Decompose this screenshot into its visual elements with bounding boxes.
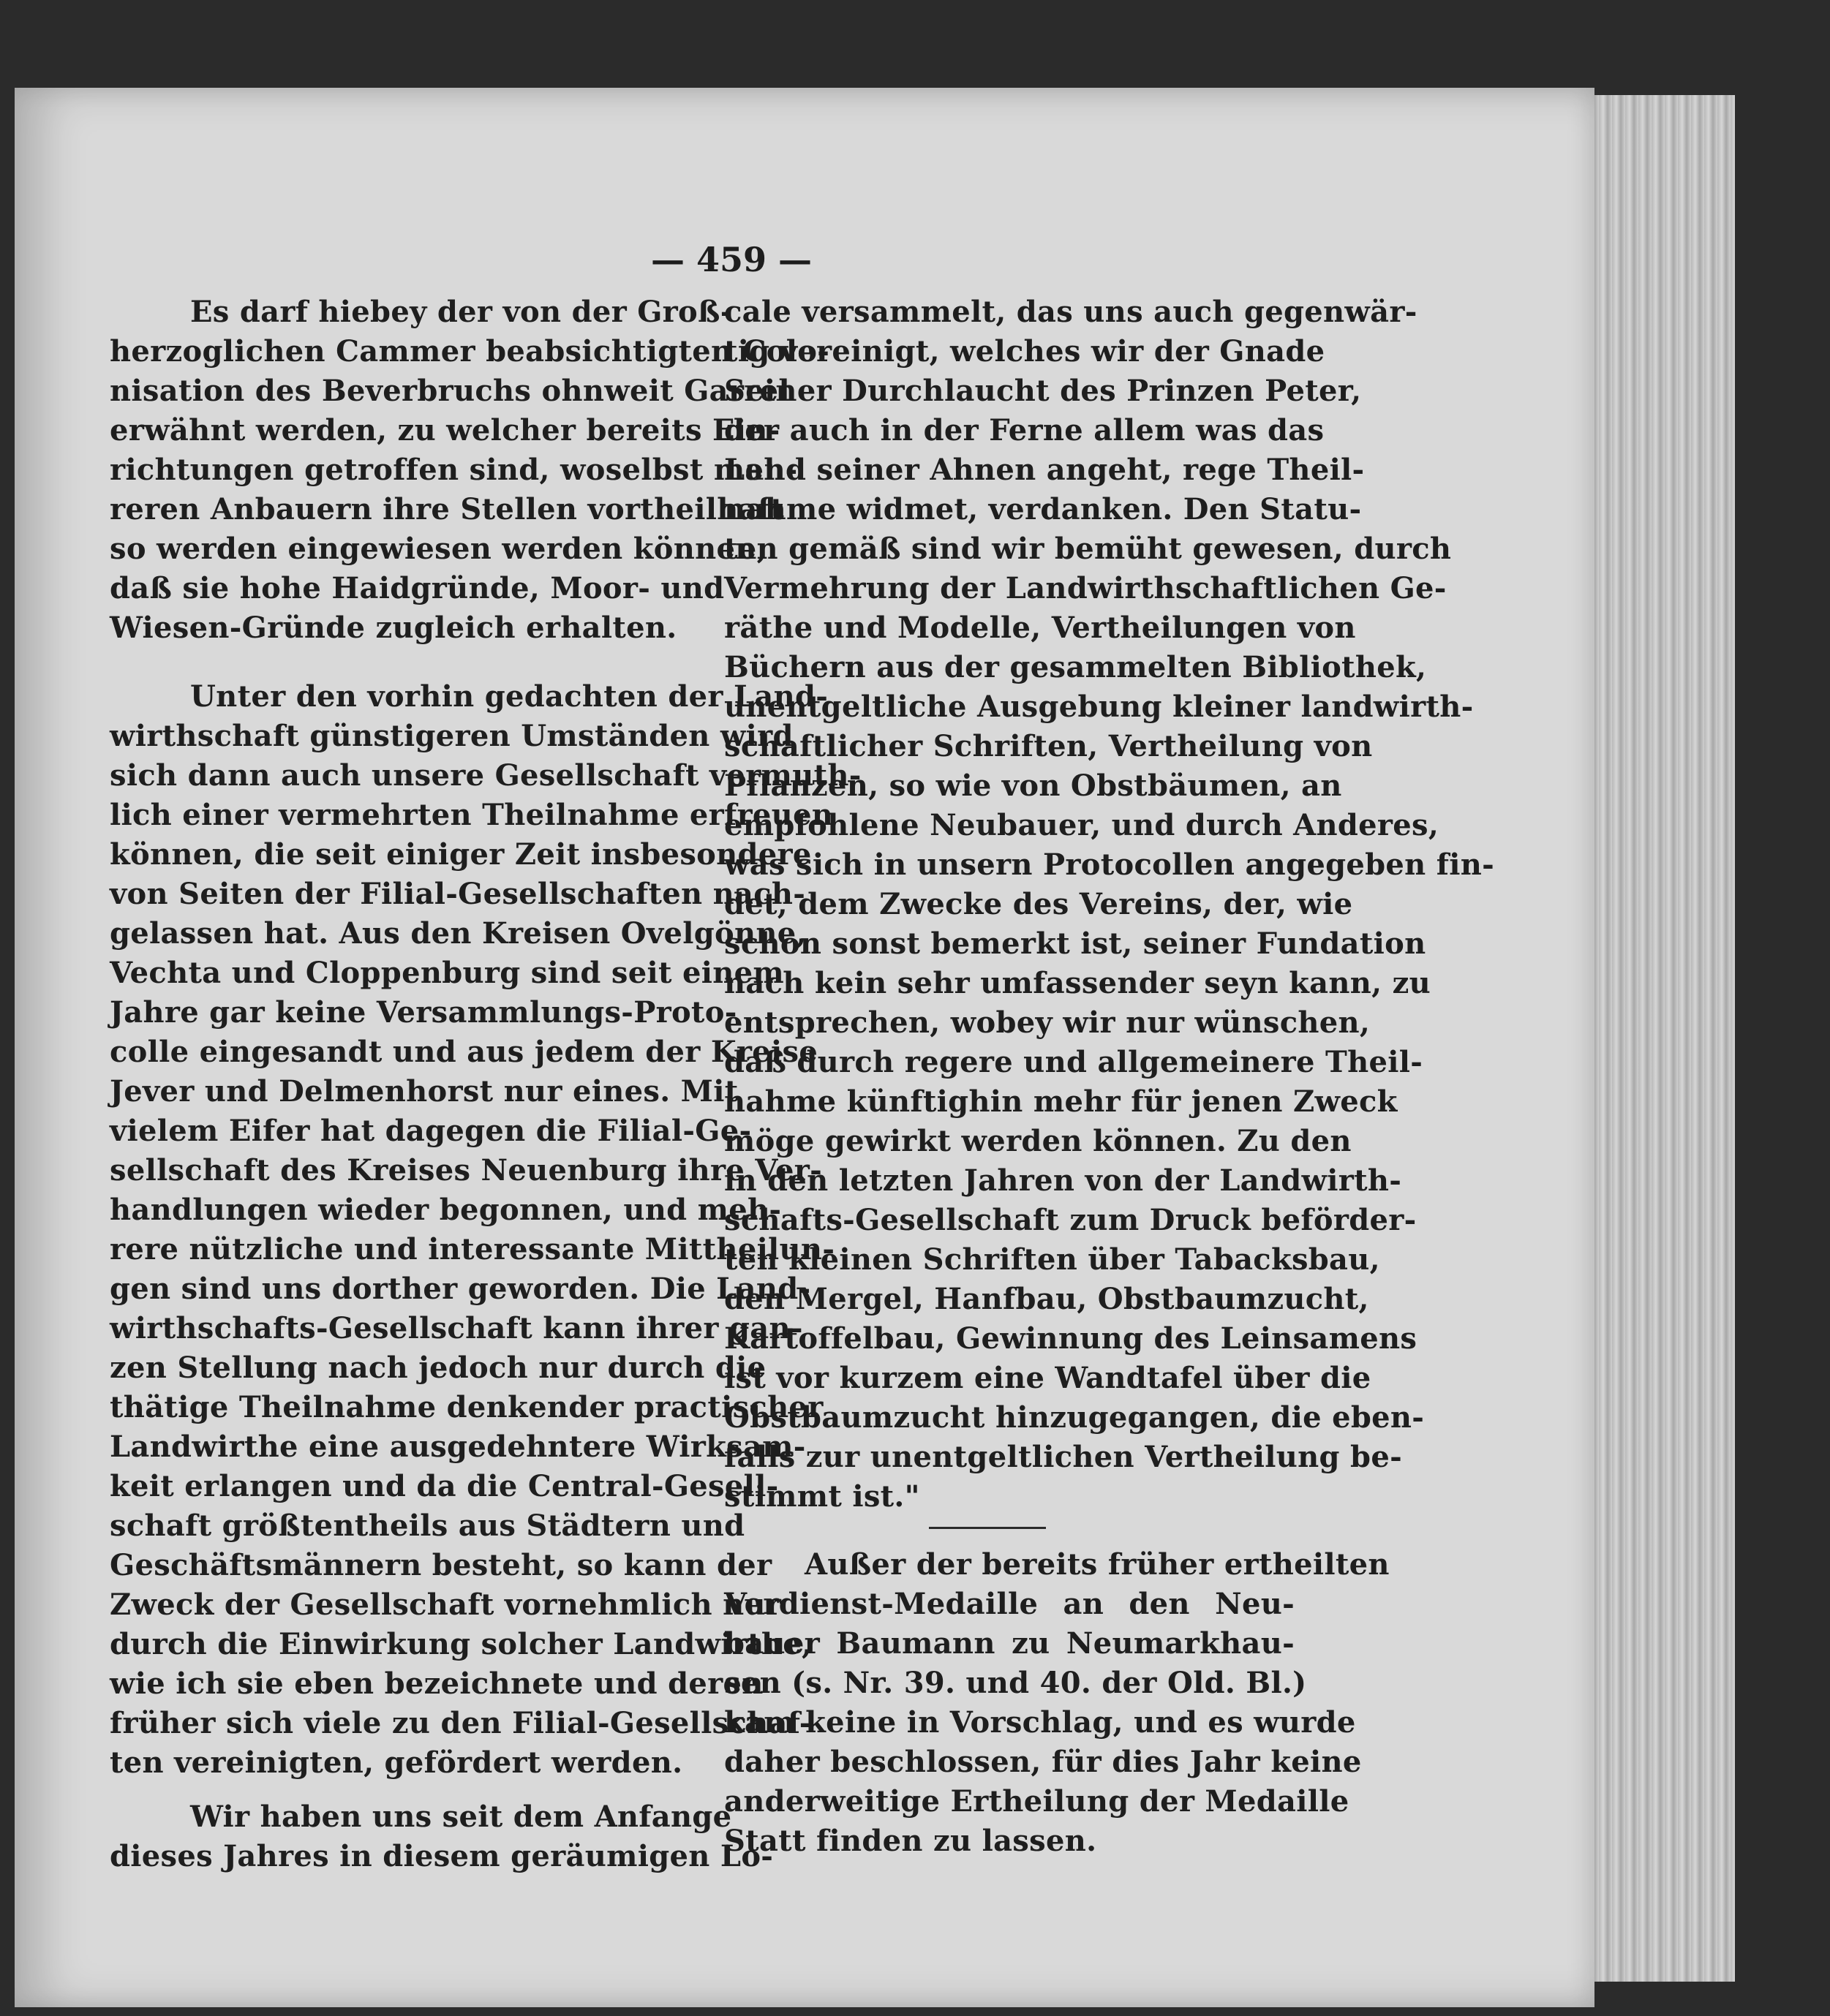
- text-line: Jahre gar keine Versammlungs-Proto-: [110, 995, 737, 1030]
- text-line: Unter den vorhin gedachten der Land-: [190, 679, 829, 714]
- text-line: daher beschlossen, für dies Jahr keine: [724, 1745, 1362, 1779]
- text-line: schaftlicher Schriften, Vertheilung von: [724, 729, 1373, 763]
- text-line: nahme künftighin mehr für jenen Zweck: [724, 1084, 1398, 1119]
- text-line: erwähnt werden, zu welcher bereits Ein-: [110, 413, 780, 448]
- text-line: Verdienst-Medaille an den Neu-: [724, 1587, 1295, 1621]
- text-line: von Seiten der Filial-Gesellschaften nach-: [110, 877, 806, 911]
- text-line: Pflanzen, so wie von Obstbäumen, an: [724, 769, 1342, 803]
- page-header: [0, 238, 1830, 282]
- text-line: Vermehrung der Landwirthschaftlichen Ge-: [724, 571, 1447, 605]
- text-line: Außer der bereits früher ertheilten: [805, 1547, 1390, 1582]
- text-line: tig vereinigt, welches wir der Gnade: [724, 334, 1325, 369]
- text-line: ten gemäß sind wir bemüht gewesen, durch: [724, 532, 1452, 566]
- paragraph: [110, 1797, 774, 1876]
- text-line: herzoglichen Cammer beabsichtigten Colo-: [110, 334, 830, 369]
- text-line: Wir haben uns seit dem Anfange: [190, 1800, 732, 1834]
- text-line: thätige Theilnahme denkender practischer: [110, 1390, 824, 1424]
- right-column: [724, 292, 1495, 1861]
- text-line: ten vereinigten, gefördert werden.: [110, 1745, 683, 1780]
- text-line: früher sich viele zu den Filial-Gesellschaf-: [110, 1706, 812, 1740]
- text-line: Es darf hiebey der von der Groß-: [190, 295, 733, 329]
- text-line: schafts-Gesellschaft zum Druck beförder-: [724, 1203, 1417, 1237]
- text-line: Seiner Durchlaucht des Prinzen Peter,: [724, 374, 1362, 408]
- text-line: zen Stellung nach jedoch nur durch die: [110, 1351, 767, 1385]
- text-line: reren Anbauern ihre Stellen vortheilhaft: [110, 492, 785, 526]
- text-line: keit erlangen und da die Central-Gesell-: [110, 1469, 779, 1503]
- text-line: ist vor kurzem eine Wandtafel über die: [724, 1361, 1371, 1395]
- text-line: nahme widmet, verdanken. Den Statu-: [724, 492, 1362, 526]
- text-line: Geschäftsmännern besteht, so kann der: [110, 1548, 772, 1582]
- paragraph: [724, 292, 1495, 1517]
- text-line: vielem Eifer hat dagegen die Filial-Ge-: [110, 1114, 752, 1148]
- page-number: — 459 —: [650, 240, 813, 279]
- text-line: nach kein sehr umfassender seyn kann, zu: [724, 966, 1431, 1000]
- text-line: Kartoffelbau, Gewinnung des Leinsamens: [724, 1321, 1417, 1356]
- paragraph: [110, 292, 830, 648]
- text-line: Jever und Delmenhorst nur eines. Mit: [110, 1074, 739, 1109]
- text-line: entsprechen, wobey wir nur wünschen,: [724, 1005, 1371, 1040]
- text-line: Obstbaumzucht hinzugegangen, die eben-: [724, 1400, 1425, 1435]
- text-line: was sich in unsern Protocollen angegeben fin-: [724, 847, 1495, 882]
- paragraph: [724, 1545, 1390, 1861]
- text-line: daß durch regere und allgemeinere Theil-: [724, 1045, 1423, 1079]
- text-line: räthe und Modelle, Vertheilungen von: [724, 611, 1356, 645]
- text-line: so werden eingewiesen werden können,: [110, 532, 767, 566]
- text-line: anderweitige Ertheilung der Medaille: [724, 1784, 1349, 1819]
- text-line: möge gewirkt werden können. Zu den: [724, 1124, 1352, 1158]
- text-line: rere nützliche und interessante Mittheilun-: [110, 1232, 835, 1266]
- text-line: cale versammelt, das uns auch gegenwär-: [724, 295, 1417, 329]
- text-line: wirthschaft günstigeren Umständen wird: [110, 719, 794, 753]
- text-line: empfohlene Neubauer, und durch Anderes,: [724, 808, 1439, 842]
- text-line: nisation des Beverbruchs ohnweit Garrel: [110, 374, 790, 408]
- text-line: der auch in der Ferne allem was das: [724, 413, 1325, 448]
- text-line: Land seiner Ahnen angeht, rege Theil-: [724, 453, 1365, 487]
- section-divider: [929, 1527, 1046, 1529]
- text-line: lich einer vermehrten Theilnahme erfreuen: [110, 798, 834, 832]
- text-line: können, die seit einiger Zeit insbesondere: [110, 837, 812, 872]
- text-line: schaft größtentheils aus Städtern und: [110, 1509, 745, 1543]
- text-line: schon sonst bemerkt ist, seiner Fundation: [724, 926, 1426, 961]
- text-line: handlungen wieder begonnen, und meh-: [110, 1193, 782, 1227]
- text-line: bauer Baumann zu Neumarkhau-: [724, 1626, 1295, 1661]
- text-line: Wiesen-Gründe zugleich erhalten.: [110, 611, 677, 645]
- text-line: dieses Jahres in diesem geräumigen Lo-: [110, 1839, 774, 1873]
- text-line: durch die Einwirkung solcher Landwirthe,: [110, 1627, 813, 1661]
- text-line: Büchern aus der gesammelten Bibliothek,: [724, 650, 1427, 684]
- text-line: sich dann auch unsere Gesellschaft vermuth-: [110, 758, 862, 793]
- text-line: det, dem Zwecke des Vereins, der, wie: [724, 887, 1353, 921]
- text-line: Vechta und Cloppenburg sind seit einem: [110, 956, 784, 990]
- text-line: Landwirthe eine ausgedehntere Wirksam-: [110, 1430, 806, 1464]
- text-line: unentgeltliche Ausgebung kleiner landwirth-: [724, 690, 1474, 724]
- text-line: Zweck der Gesellschaft vornehmlich nur: [110, 1587, 782, 1622]
- text-line: falls zur unentgeltlichen Vertheilung be-: [724, 1440, 1402, 1474]
- text-line: den Mergel, Hanfbau, Obstbaumzucht,: [724, 1282, 1369, 1316]
- text-line: Statt finden zu lassen.: [724, 1824, 1097, 1858]
- text-line: sen (s. Nr. 39. und 40. der Old. Bl.): [724, 1666, 1307, 1700]
- text-line: gelassen hat. Aus den Kreisen Ovelgönne,: [110, 916, 807, 951]
- text-line: colle eingesandt und aus jedem der Kreise: [110, 1035, 818, 1069]
- text-line: in den letzten Jahren von der Landwirth-: [724, 1163, 1402, 1198]
- text-line: sellschaft des Kreises Neuenburg ihre Ver-: [110, 1153, 823, 1188]
- text-line: kam keine in Vorschlag, und es wurde: [724, 1705, 1356, 1740]
- text-line: daß sie hohe Haidgründe, Moor- und: [110, 571, 725, 605]
- text-line: wie ich sie eben bezeichnete und deren: [110, 1666, 764, 1701]
- text-line: ten kleinen Schriften über Tabacksbau,: [724, 1242, 1380, 1277]
- text-line: richtungen getroffen sind, woselbst meh-: [110, 453, 798, 487]
- text-line: wirthschafts-Gesellschaft kann ihrer gan-: [110, 1311, 803, 1345]
- text-line: gen sind uns dorther geworden. Die Land-: [110, 1272, 811, 1306]
- text-line: stimmt ist.": [724, 1479, 920, 1514]
